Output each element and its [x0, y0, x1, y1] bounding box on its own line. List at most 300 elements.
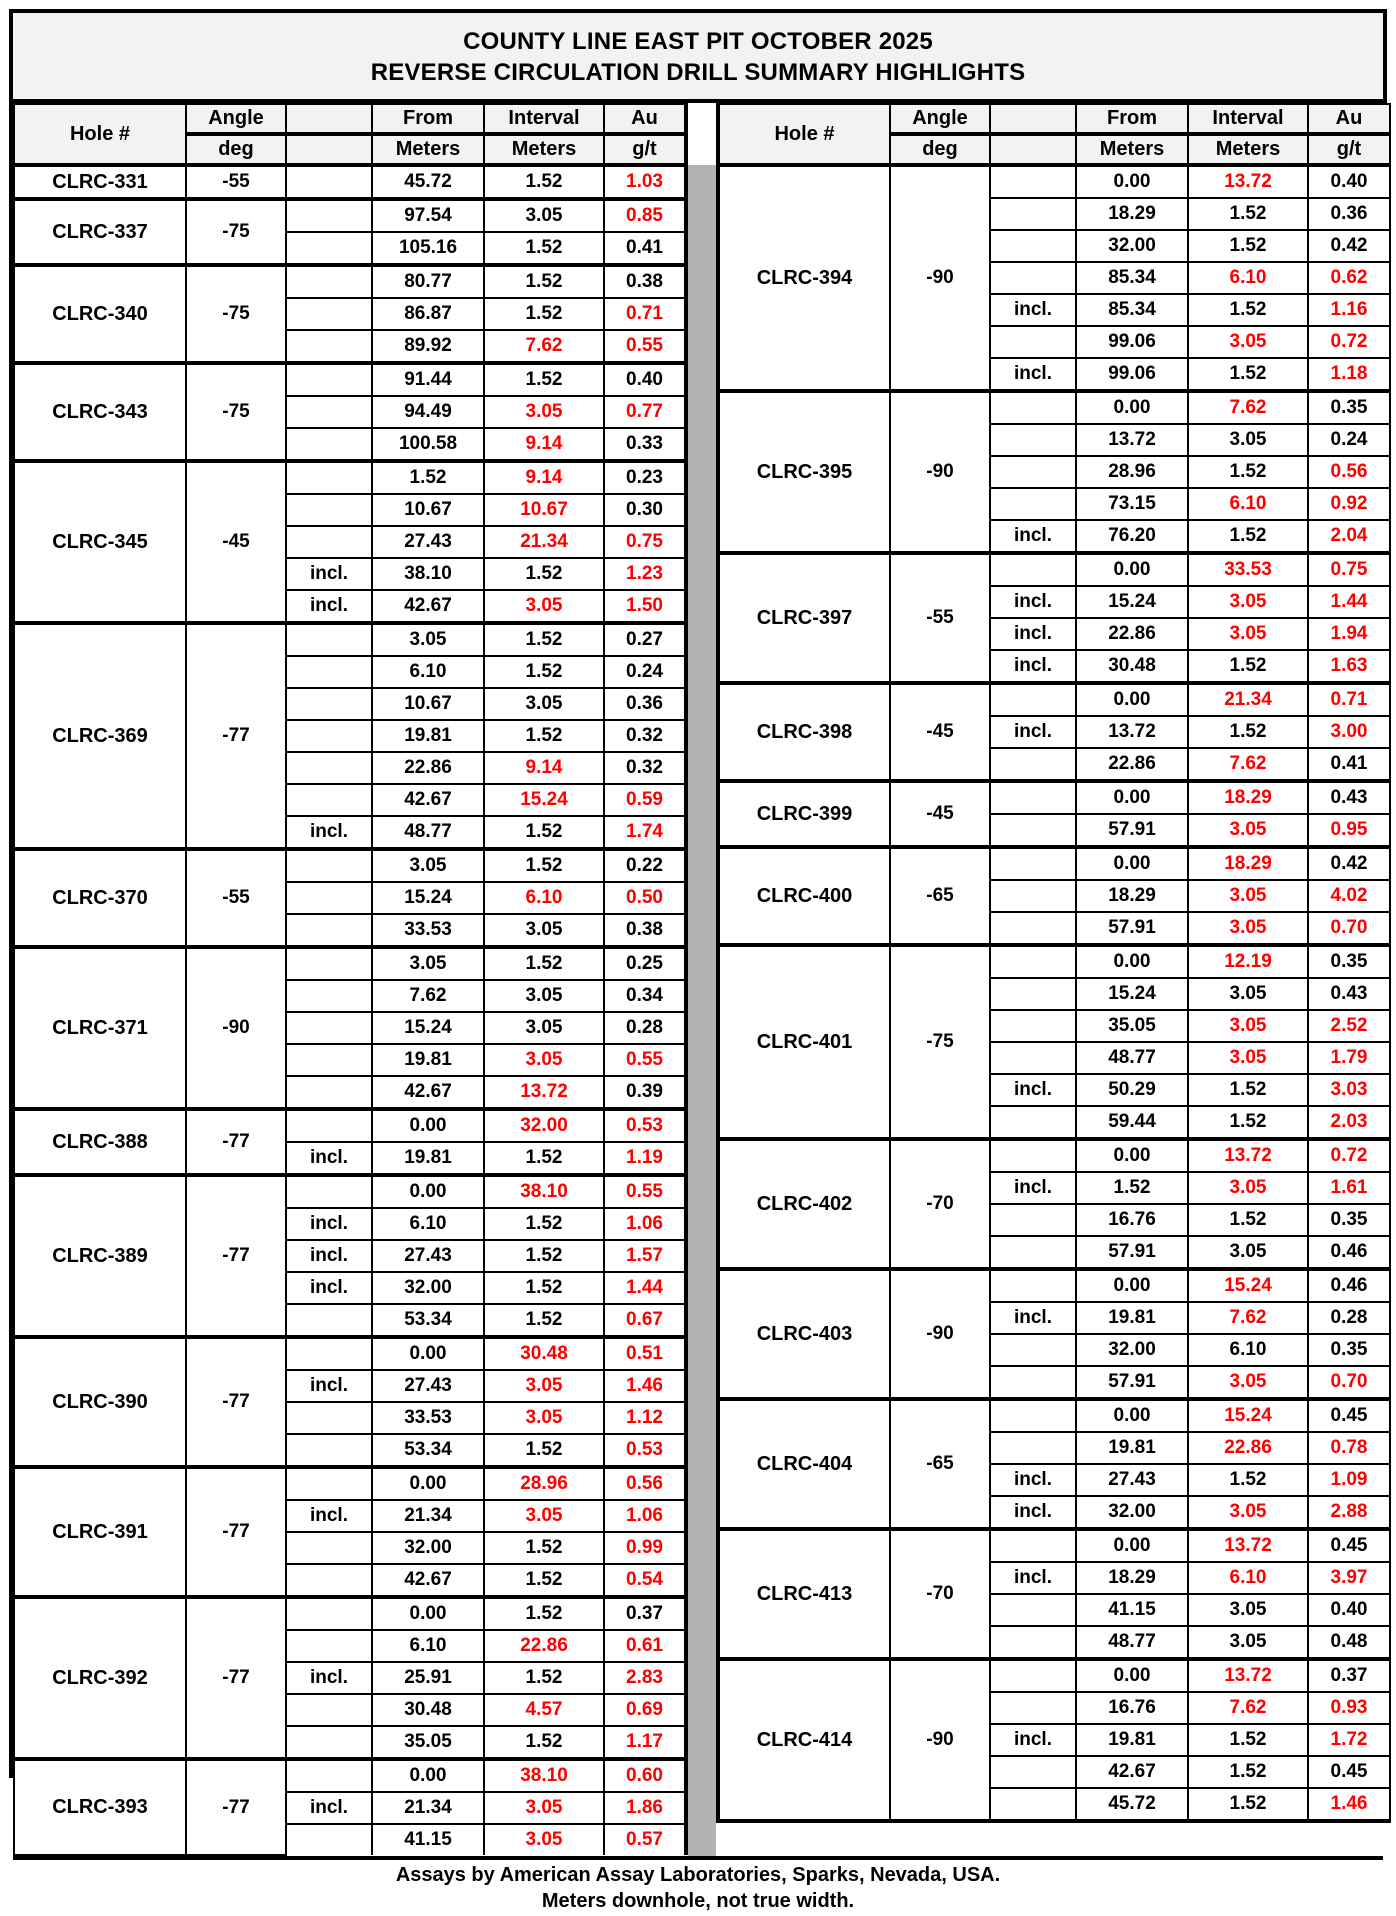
interval-cell: 3.05 — [484, 1402, 604, 1434]
table-header — [718, 104, 1390, 165]
au-cell: 0.25 — [604, 947, 686, 980]
au-cell: 0.37 — [1308, 1659, 1390, 1692]
incl-cell — [286, 784, 372, 816]
au-cell: 0.41 — [1308, 748, 1390, 781]
incl-cell — [286, 330, 372, 363]
from-cell: 6.10 — [372, 1208, 484, 1240]
au-cell: 1.72 — [1308, 1724, 1390, 1756]
angle-cell: -75 — [186, 265, 286, 363]
incl-cell: incl. — [990, 618, 1076, 650]
au-cell: 0.53 — [604, 1434, 686, 1467]
au-cell: 0.62 — [1308, 262, 1390, 294]
interval-cell: 1.52 — [1188, 1724, 1308, 1756]
from-cell: 27.43 — [372, 526, 484, 558]
from-cell: 99.06 — [1076, 326, 1188, 358]
incl-cell: incl. — [990, 1302, 1076, 1334]
incl-cell — [990, 1659, 1076, 1692]
incl-cell — [286, 1759, 372, 1792]
au-cell: 4.02 — [1308, 880, 1390, 912]
incl-cell: incl. — [990, 1074, 1076, 1106]
au-cell: 0.53 — [604, 1109, 686, 1142]
divider-gray-strip — [688, 165, 716, 1856]
angle-cell: -75 — [186, 199, 286, 265]
incl-cell — [286, 752, 372, 784]
interval-cell: 1.52 — [1188, 294, 1308, 326]
au-cell: 1.19 — [604, 1142, 686, 1175]
incl-cell: incl. — [286, 1370, 372, 1402]
from-cell: 7.62 — [372, 980, 484, 1012]
incl-cell: incl. — [286, 558, 372, 590]
col-header-interval: Interval — [1188, 104, 1308, 134]
interval-cell: 3.05 — [1188, 1010, 1308, 1042]
au-cell: 0.69 — [604, 1694, 686, 1726]
incl-cell — [990, 781, 1076, 814]
incl-cell — [286, 526, 372, 558]
au-cell: 0.45 — [1308, 1756, 1390, 1788]
incl-cell — [990, 1139, 1076, 1172]
interval-cell: 4.57 — [484, 1694, 604, 1726]
au-cell: 1.44 — [1308, 586, 1390, 618]
incl-cell — [286, 1402, 372, 1434]
incl-cell — [286, 914, 372, 947]
from-cell: 27.43 — [372, 1370, 484, 1402]
au-cell: 1.46 — [1308, 1788, 1390, 1821]
interval-cell: 1.52 — [484, 849, 604, 882]
au-cell: 0.55 — [604, 1044, 686, 1076]
incl-cell — [286, 688, 372, 720]
incl-cell — [286, 1337, 372, 1370]
au-cell: 0.35 — [1308, 1334, 1390, 1366]
from-cell: 89.92 — [372, 330, 484, 363]
from-cell: 0.00 — [1076, 683, 1188, 716]
au-cell: 0.41 — [604, 232, 686, 265]
au-cell: 1.46 — [604, 1370, 686, 1402]
interval-cell: 3.05 — [484, 914, 604, 947]
au-cell: 1.12 — [604, 1402, 686, 1434]
table-row — [14, 199, 686, 232]
col-header-hole: Hole # — [718, 104, 890, 165]
au-cell: 1.79 — [1308, 1042, 1390, 1074]
title-line-1: COUNTY LINE EAST PIT OCTOBER 2025 — [463, 28, 933, 55]
incl-cell — [990, 1106, 1076, 1139]
col-subheader-interval-meters: Meters — [1188, 134, 1308, 165]
interval-cell: 13.72 — [1188, 1529, 1308, 1562]
incl-cell — [286, 1076, 372, 1109]
interval-cell: 22.86 — [484, 1630, 604, 1662]
interval-cell: 38.10 — [484, 1759, 604, 1792]
au-cell: 0.72 — [1308, 1139, 1390, 1172]
interval-cell: 3.05 — [484, 1044, 604, 1076]
incl-cell — [286, 1597, 372, 1630]
incl-cell — [990, 1756, 1076, 1788]
footer-line-2: Meters downhole, not true width. — [541, 1890, 855, 1912]
from-cell: 30.48 — [372, 1694, 484, 1726]
interval-cell: 1.52 — [1188, 1204, 1308, 1236]
au-cell: 0.93 — [1308, 1692, 1390, 1724]
table-row — [718, 945, 1390, 978]
from-cell: 42.67 — [1076, 1756, 1188, 1788]
from-cell: 0.00 — [1076, 1139, 1188, 1172]
interval-cell: 1.52 — [1188, 1464, 1308, 1496]
from-cell: 94.49 — [372, 396, 484, 428]
au-cell: 0.22 — [604, 849, 686, 882]
interval-cell: 32.00 — [484, 1109, 604, 1142]
incl-cell — [286, 396, 372, 428]
from-cell: 3.05 — [372, 849, 484, 882]
angle-cell: -65 — [890, 847, 990, 945]
from-cell: 85.34 — [1076, 262, 1188, 294]
au-cell: 0.32 — [604, 752, 686, 784]
table-row — [14, 1175, 686, 1208]
interval-cell: 1.52 — [484, 623, 604, 656]
au-cell: 0.67 — [604, 1304, 686, 1337]
incl-cell: incl. — [286, 816, 372, 849]
title-line-2: REVERSE CIRCULATION DRILL SUMMARY HIGHLIGHTS — [370, 59, 1026, 86]
from-cell: 53.34 — [372, 1434, 484, 1467]
from-cell: 3.05 — [372, 947, 484, 980]
au-cell: 0.24 — [604, 656, 686, 688]
from-cell: 45.72 — [372, 165, 484, 199]
incl-cell — [990, 945, 1076, 978]
interval-cell: 7.62 — [484, 330, 604, 363]
angle-cell: -65 — [890, 1399, 990, 1529]
interval-cell: 1.52 — [1188, 1788, 1308, 1821]
table-row — [14, 1467, 686, 1500]
from-cell: 0.00 — [372, 1175, 484, 1208]
right-table-blank-space — [716, 1823, 1391, 1856]
au-cell: 1.18 — [1308, 358, 1390, 391]
angle-cell: -45 — [186, 461, 286, 623]
from-cell: 0.00 — [1076, 945, 1188, 978]
incl-cell — [990, 262, 1076, 294]
from-cell: 0.00 — [1076, 553, 1188, 586]
hole-id-cell: CLRC-414 — [718, 1659, 890, 1821]
au-cell: 0.46 — [1308, 1269, 1390, 1302]
interval-cell: 1.52 — [484, 1142, 604, 1175]
incl-cell — [990, 1529, 1076, 1562]
incl-cell: incl. — [990, 716, 1076, 748]
interval-cell: 13.72 — [484, 1076, 604, 1109]
au-cell: 0.55 — [604, 330, 686, 363]
from-cell: 16.76 — [1076, 1204, 1188, 1236]
table-row — [718, 553, 1390, 586]
au-cell: 0.33 — [604, 428, 686, 461]
au-cell: 2.03 — [1308, 1106, 1390, 1139]
from-cell: 0.00 — [1076, 847, 1188, 880]
incl-cell — [990, 683, 1076, 716]
document-frame — [9, 9, 1387, 1912]
from-cell: 10.67 — [372, 494, 484, 526]
incl-cell: incl. — [286, 1208, 372, 1240]
hole-id-cell: CLRC-398 — [718, 683, 890, 781]
incl-cell — [286, 1044, 372, 1076]
incl-cell: incl. — [286, 1142, 372, 1175]
title-box — [13, 13, 1383, 103]
au-cell: 0.39 — [604, 1076, 686, 1109]
interval-cell: 13.72 — [1188, 1139, 1308, 1172]
incl-cell — [990, 488, 1076, 520]
interval-cell: 3.05 — [1188, 880, 1308, 912]
interval-cell: 3.05 — [484, 1012, 604, 1044]
incl-cell — [286, 199, 372, 232]
au-cell: 0.70 — [1308, 912, 1390, 945]
incl-cell: incl. — [286, 1792, 372, 1824]
from-cell: 0.00 — [1076, 391, 1188, 424]
incl-cell — [286, 623, 372, 656]
angle-cell: -55 — [186, 849, 286, 947]
interval-cell: 3.05 — [484, 688, 604, 720]
incl-cell — [286, 1175, 372, 1208]
incl-cell — [286, 720, 372, 752]
from-cell: 35.05 — [372, 1726, 484, 1759]
au-cell: 0.43 — [1308, 781, 1390, 814]
from-cell: 41.15 — [1076, 1594, 1188, 1626]
au-cell: 0.85 — [604, 199, 686, 232]
incl-cell — [286, 428, 372, 461]
interval-cell: 3.05 — [484, 1500, 604, 1532]
from-cell: 53.34 — [372, 1304, 484, 1337]
col-header-au: Au — [604, 104, 686, 134]
incl-cell — [990, 814, 1076, 847]
interval-cell: 6.10 — [1188, 488, 1308, 520]
incl-cell — [286, 882, 372, 914]
au-cell: 0.28 — [604, 1012, 686, 1044]
hole-id-cell: CLRC-369 — [14, 623, 186, 849]
from-cell: 1.52 — [372, 461, 484, 494]
au-cell: 0.59 — [604, 784, 686, 816]
from-cell: 22.86 — [1076, 748, 1188, 781]
table-row — [14, 1109, 686, 1142]
angle-cell: -70 — [890, 1529, 990, 1659]
hole-id-cell: CLRC-400 — [718, 847, 890, 945]
col-header-au: Au — [1308, 104, 1390, 134]
au-cell: 0.55 — [604, 1175, 686, 1208]
hole-id-cell: CLRC-340 — [14, 265, 186, 363]
from-cell: 85.34 — [1076, 294, 1188, 326]
au-cell: 0.40 — [1308, 165, 1390, 198]
incl-cell — [286, 1012, 372, 1044]
from-cell: 100.58 — [372, 428, 484, 461]
incl-cell — [286, 1109, 372, 1142]
col-subheader-au-gpt: g/t — [1308, 134, 1390, 165]
au-cell: 1.03 — [604, 165, 686, 199]
au-cell: 1.63 — [1308, 650, 1390, 683]
au-cell: 0.56 — [1308, 456, 1390, 488]
interval-cell: 10.67 — [484, 494, 604, 526]
from-cell: 16.76 — [1076, 1692, 1188, 1724]
from-cell: 15.24 — [372, 882, 484, 914]
table-row — [718, 391, 1390, 424]
from-cell: 0.00 — [372, 1467, 484, 1500]
angle-cell: -77 — [186, 623, 286, 849]
interval-cell: 3.05 — [1188, 586, 1308, 618]
table-row — [718, 165, 1390, 198]
interval-cell: 9.14 — [484, 752, 604, 784]
drill-table-left — [13, 103, 688, 1856]
interval-cell: 3.05 — [1188, 1594, 1308, 1626]
incl-cell — [990, 1236, 1076, 1269]
au-cell: 2.04 — [1308, 520, 1390, 553]
interval-cell: 3.05 — [1188, 912, 1308, 945]
interval-cell: 3.05 — [1188, 618, 1308, 650]
from-cell: 13.72 — [1076, 424, 1188, 456]
au-cell: 1.44 — [604, 1272, 686, 1304]
angle-cell: -90 — [890, 391, 990, 553]
incl-cell — [990, 1204, 1076, 1236]
au-cell: 0.40 — [604, 363, 686, 396]
table-row — [718, 1399, 1390, 1432]
hole-id-cell: CLRC-413 — [718, 1529, 890, 1659]
incl-cell — [990, 1010, 1076, 1042]
col-subheader-incl — [990, 134, 1076, 165]
au-cell: 3.00 — [1308, 716, 1390, 748]
incl-cell — [990, 553, 1076, 586]
from-cell: 38.10 — [372, 558, 484, 590]
from-cell: 0.00 — [372, 1759, 484, 1792]
from-cell: 32.00 — [1076, 1334, 1188, 1366]
interval-cell: 6.10 — [1188, 1334, 1308, 1366]
interval-cell: 1.52 — [1188, 198, 1308, 230]
incl-cell — [286, 1694, 372, 1726]
au-cell: 0.32 — [604, 720, 686, 752]
table-row — [718, 1139, 1390, 1172]
au-cell: 0.45 — [1308, 1529, 1390, 1562]
angle-cell: -75 — [890, 945, 990, 1139]
incl-cell — [990, 1788, 1076, 1821]
incl-cell — [990, 748, 1076, 781]
au-cell: 1.94 — [1308, 618, 1390, 650]
interval-cell: 3.05 — [1188, 424, 1308, 456]
hole-id-cell: CLRC-390 — [14, 1337, 186, 1467]
interval-cell: 18.29 — [1188, 847, 1308, 880]
au-cell: 0.35 — [1308, 1204, 1390, 1236]
incl-cell: incl. — [286, 590, 372, 623]
au-cell: 0.28 — [1308, 1302, 1390, 1334]
table-row — [718, 781, 1390, 814]
from-cell: 91.44 — [372, 363, 484, 396]
au-cell: 0.40 — [1308, 1594, 1390, 1626]
interval-cell: 30.48 — [484, 1337, 604, 1370]
footer-notes — [13, 1856, 1383, 1916]
divider-white-top — [688, 103, 716, 165]
from-cell: 15.24 — [1076, 586, 1188, 618]
au-cell: 0.71 — [604, 298, 686, 330]
interval-cell: 1.52 — [484, 232, 604, 265]
incl-cell: incl. — [990, 1496, 1076, 1529]
incl-cell — [990, 1692, 1076, 1724]
from-cell: 76.20 — [1076, 520, 1188, 553]
from-cell: 19.81 — [1076, 1302, 1188, 1334]
incl-cell: incl. — [286, 1500, 372, 1532]
angle-cell: -90 — [186, 947, 286, 1109]
au-cell: 0.42 — [1308, 230, 1390, 262]
angle-cell: -77 — [186, 1109, 286, 1175]
angle-cell: -77 — [186, 1337, 286, 1467]
interval-cell: 3.05 — [484, 199, 604, 232]
interval-cell: 9.14 — [484, 461, 604, 494]
interval-cell: 7.62 — [1188, 748, 1308, 781]
table-row — [14, 363, 686, 396]
right-table-column — [716, 103, 1391, 1856]
au-cell: 0.37 — [604, 1597, 686, 1630]
au-cell: 3.97 — [1308, 1562, 1390, 1594]
interval-cell: 1.52 — [484, 1240, 604, 1272]
angle-cell: -90 — [890, 1269, 990, 1399]
angle-cell: -90 — [890, 165, 990, 391]
from-cell: 105.16 — [372, 232, 484, 265]
from-cell: 21.34 — [372, 1792, 484, 1824]
interval-cell: 1.52 — [484, 1304, 604, 1337]
interval-cell: 1.52 — [484, 656, 604, 688]
interval-cell: 6.10 — [484, 882, 604, 914]
interval-cell: 18.29 — [1188, 781, 1308, 814]
hole-id-cell: CLRC-345 — [14, 461, 186, 623]
au-cell: 0.60 — [604, 1759, 686, 1792]
au-cell: 1.23 — [604, 558, 686, 590]
au-cell: 0.45 — [1308, 1399, 1390, 1432]
from-cell: 33.53 — [372, 1402, 484, 1434]
incl-cell: incl. — [990, 650, 1076, 683]
au-cell: 1.16 — [1308, 294, 1390, 326]
au-cell: 1.50 — [604, 590, 686, 623]
from-cell: 32.00 — [1076, 1496, 1188, 1529]
table-row — [14, 1759, 686, 1792]
from-cell: 19.81 — [1076, 1432, 1188, 1464]
interval-cell: 1.52 — [484, 1564, 604, 1597]
from-cell: 18.29 — [1076, 198, 1188, 230]
au-cell: 0.23 — [604, 461, 686, 494]
au-cell: 0.71 — [1308, 683, 1390, 716]
incl-cell — [990, 912, 1076, 945]
from-cell: 45.72 — [1076, 1788, 1188, 1821]
from-cell: 32.00 — [372, 1272, 484, 1304]
from-cell: 6.10 — [372, 656, 484, 688]
incl-cell: incl. — [990, 520, 1076, 553]
hole-id-cell: CLRC-392 — [14, 1597, 186, 1759]
from-cell: 0.00 — [1076, 1399, 1188, 1432]
incl-cell — [990, 847, 1076, 880]
incl-cell: incl. — [990, 358, 1076, 391]
au-cell: 0.50 — [604, 882, 686, 914]
from-cell: 10.67 — [372, 688, 484, 720]
incl-cell: incl. — [990, 294, 1076, 326]
au-cell: 2.83 — [604, 1662, 686, 1694]
interval-cell: 3.05 — [1188, 1626, 1308, 1659]
from-cell: 48.77 — [1076, 1042, 1188, 1074]
col-header-angle: Angle — [890, 104, 990, 134]
table-row — [14, 849, 686, 882]
from-cell: 18.29 — [1076, 880, 1188, 912]
from-cell: 27.43 — [372, 1240, 484, 1272]
from-cell: 22.86 — [372, 752, 484, 784]
angle-cell: -55 — [890, 553, 990, 683]
hole-id-cell: CLRC-402 — [718, 1139, 890, 1269]
au-cell: 2.88 — [1308, 1496, 1390, 1529]
au-cell: 1.86 — [604, 1792, 686, 1824]
incl-cell — [286, 1824, 372, 1855]
incl-cell — [286, 1726, 372, 1759]
from-cell: 42.67 — [372, 1564, 484, 1597]
interval-cell: 21.34 — [484, 526, 604, 558]
col-header-interval: Interval — [484, 104, 604, 134]
au-cell: 0.51 — [604, 1337, 686, 1370]
au-cell: 0.43 — [1308, 978, 1390, 1010]
interval-cell: 1.52 — [484, 1662, 604, 1694]
from-cell: 57.91 — [1076, 912, 1188, 945]
interval-cell: 1.52 — [484, 720, 604, 752]
from-cell: 21.34 — [372, 1500, 484, 1532]
interval-cell: 3.05 — [1188, 978, 1308, 1010]
